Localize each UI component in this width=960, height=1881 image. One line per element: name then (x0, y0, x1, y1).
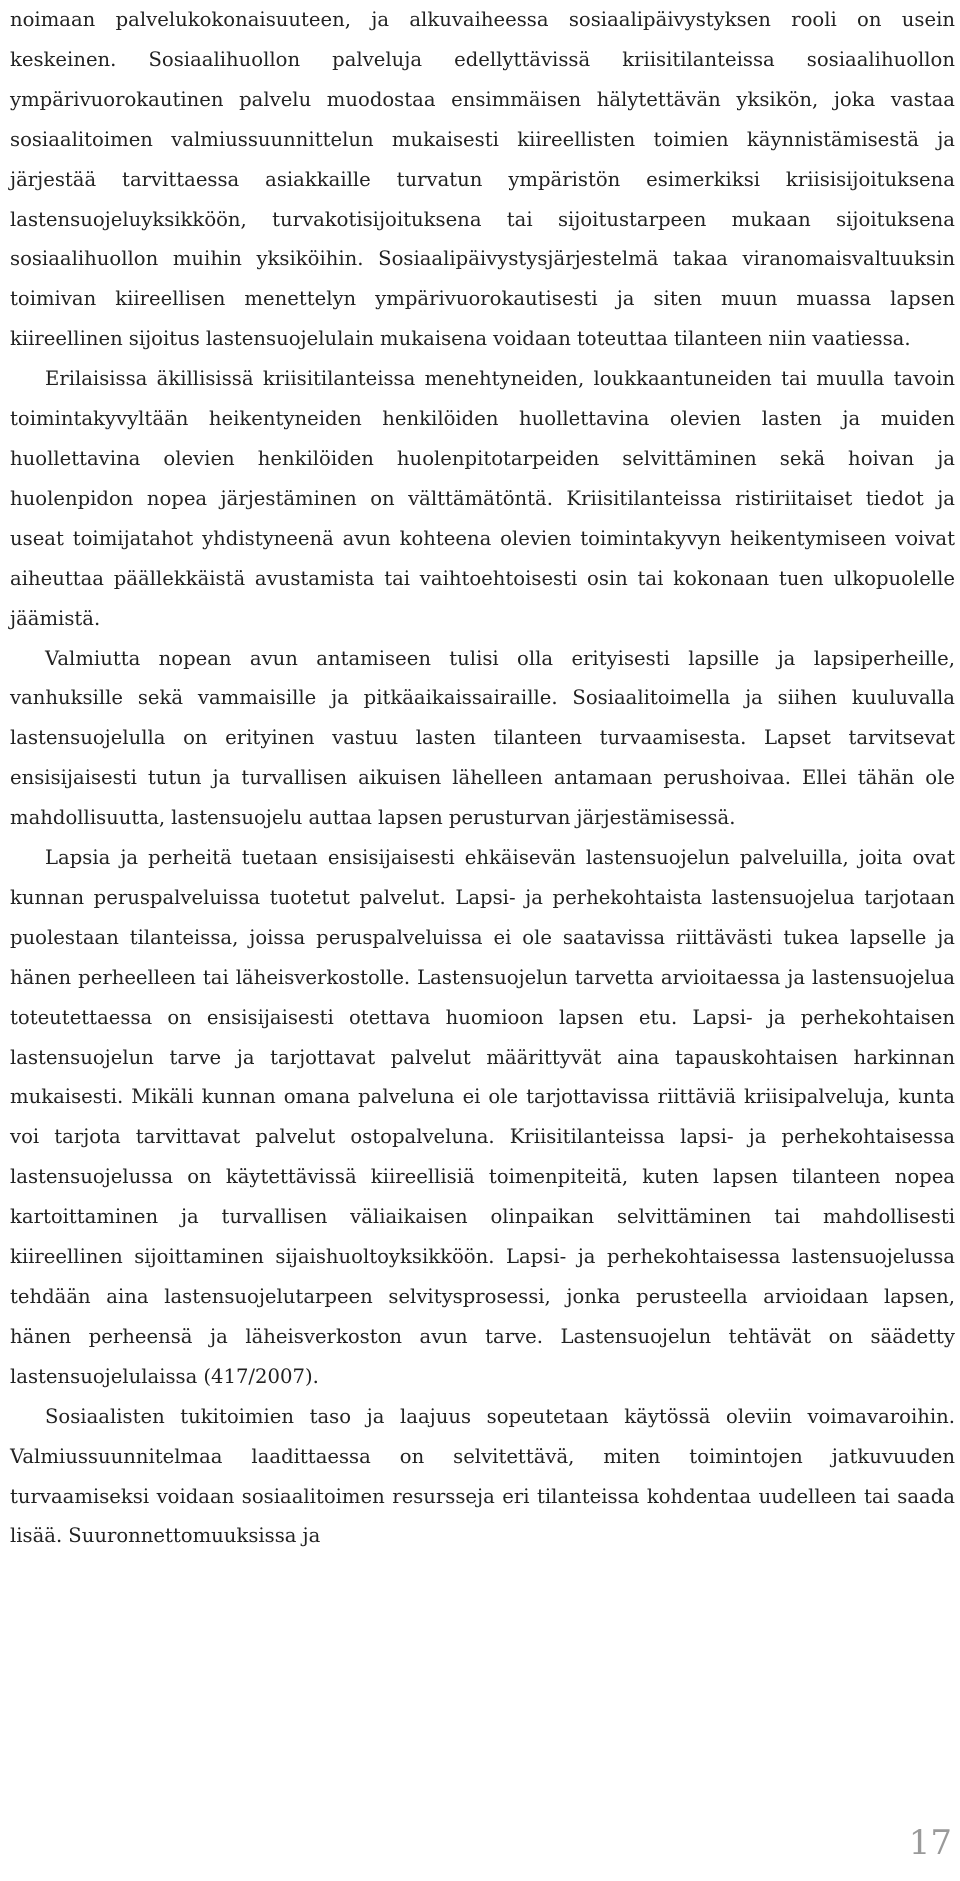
document-page (10, 0, 955, 1556)
paragraph-continuation: noimaan palvelukokonaisuuteen, ja alkuvaiheessa sosiaalipäivystyksen rooli on usein keskeinen. Sosiaalihuollon palveluja edellyttävissä kriisitilanteissa sosiaalihuollon ympärivuorokautinen palvelu muodostaa ensimmäisen hälytettävän yksikön, joka vastaa sosiaalitoimen valmiussuunnittelun mukaisesti kiireellisten toimien käynnistämisestä ja järjestää tarvittaessa asiakkaille turvatun ympäristön esimerkiksi kriisisijoituksena lastensuojeluyksikköön, turvakotisijoituksena tai sijoitustarpeen mukaan sijoituksena sosiaalihuollon muihin yksiköihin. Sosiaalipäivystysjärjestelmä takaa viranomaisvaltuuksin toimivan kiireellisen menettelyn ympärivuorokautisesti ja siten muun muassa lapsen kiireellinen sijoitus lastensuojelulain mukaisena voidaan toteuttaa tilanteen niin vaatiessa. (10, 8, 955, 351)
paragraph-social-support: Sosiaalisten tukitoimien taso ja laajuus sopeutetaan käytössä oleviin voimavaroihin. Valmiussuunnitelmaa laadittaessa on selvitettävä, miten toimintojen jatkuvuuden turvaamiseksi voidaan sosiaalitoimen resursseja eri tilanteissa kohdentaa uudelleen tai saada lisää. Suuronnettomuuksissa ja (10, 1404, 955, 1548)
page-number: 17 (908, 1823, 952, 1863)
paragraph-crisis-situations: Erilaisissa äkillisissä kriisitilanteissa menehtyneiden, loukkaantuneiden tai muulla tavoin toimintakyvyltään heikentyneiden henkilöiden huollettavina olevien lasten ja muiden huollettavina olevien henkilöiden huolenpitotarpeiden selvittäminen sekä hoivan ja huolenpidon nopea järjestäminen on välttämätöntä. Kriisitilanteissa ristiriitaiset tiedot ja useat toimijatahot yhdistyneenä avun kohteena olevien toimintakyvyn heikentymiseen voivat aiheuttaa päällekkäistä avustamista tai vaihtoehtoisesti osin tai kokonaan tuen ulkopuolelle jäämistä. (10, 367, 955, 630)
paragraph-child-protection: Lapsia ja perheitä tuetaan ensisijaisesti ehkäisevän lastensuojelun palveluilla, joita ovat kunnan peruspalveluissa tuotetut palvelut. Lapsi- ja perhekohtaista lastensuojelua tarjotaan puolestaan tilanteissa, joissa peruspalveluissa ei ole saatavissa riittävästi tukea lapselle ja hänen perheelleen tai läheisverkostolle. Lastensuojelun tarvetta arvioitaessa ja lastensuojelua toteutettaessa on ensisijaisesti otettava huomioon lapsen etu. Lapsi- ja perhekohtaisen lastensuojelun tarve ja tarjottavat palvelut määrittyvät aina tapauskohtaisen harkinnan mukaisesti. Mikäli kunnan omana palveluna ei ole tarjottavissa riittäviä kriisipalveluja, kunta voi tarjota tarvittavat palvelut ostopalveluna. Kriisitilanteissa lapsi- ja perhekohtaisessa lastensuojelussa on käytettävissä kiireellisiä toimenpiteitä, kuten lapsen tilanteen nopea kartoittaminen ja turvallisen väliaikaisen olinpaikan selvittäminen tai mahdollisesti kiireellinen sijoittaminen sijaishuoltoyksikköön. Lapsi- ja perhekohtaisessa lastensuojelussa tehdään aina lastensuojelutarpeen selvitysprosessi, jonka perusteella arvioidaan lapsen, hänen perheensä ja läheisverkoston avun tarve. Lastensuojelun tehtävät on säädetty lastensuojelulaissa (417/2007). (10, 846, 955, 1388)
paragraph-readiness: Valmiutta nopean avun antamiseen tulisi olla erityisesti lapsille ja lapsiperheille, vanhuksille sekä vammaisille ja pitkäaikaissairaille. Sosiaalitoimella ja siihen kuuluvalla lastensuojelulla on erityinen vastuu lasten tilanteen turvaamisesta. Lapset tarvitsevat ensisijaisesti tutun ja turvallisen aikuisen lähelleen antamaan perushoivaa. Ellei tähän ole mahdollisuutta, lastensuojelu auttaa lapsen perusturvan järjestämisessä. (10, 646, 955, 830)
